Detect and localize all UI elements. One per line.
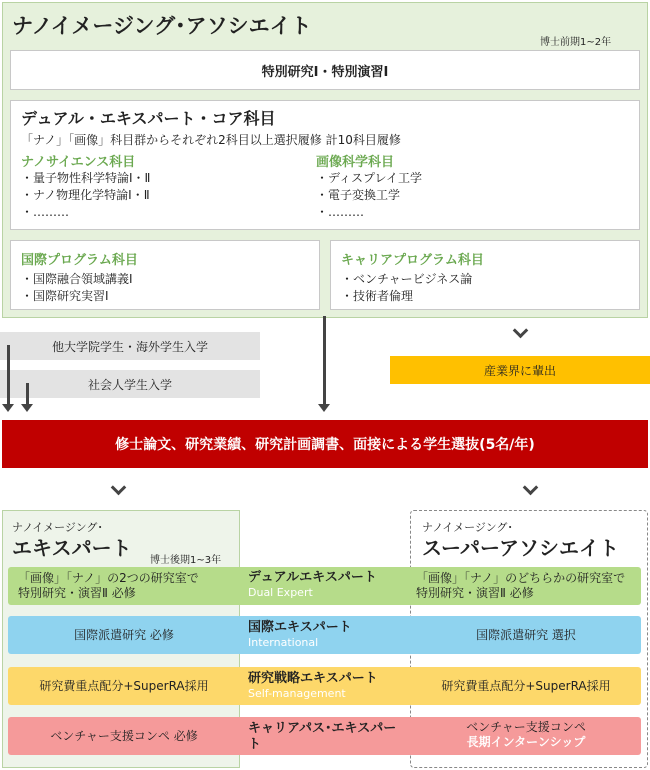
row-left-text: ベンチャー支援コンペ 必修: [50, 728, 198, 743]
career-heading: キャリアプログラム科目: [341, 253, 484, 268]
nano-item: ・量子物性科学特論Ⅰ・Ⅱ: [21, 171, 151, 185]
row-mid-title: キャリアパス･エキスパート: [248, 721, 397, 752]
nano-heading: ナノサイエンス科目: [21, 155, 136, 170]
row-mid-title: デュアルエキスパート: [248, 570, 377, 585]
row-left-text: 国際派遣研究 必修: [74, 627, 174, 642]
super-title: スーパーアソシエイト: [422, 536, 619, 560]
career-item: ・ベンチャービジネス論: [341, 272, 473, 286]
image-heading: 画像科学科目: [316, 155, 395, 170]
row-left-text: 「画像」「ナノ」の2つの研究室で 特別研究・演習Ⅱ 必修: [18, 571, 199, 600]
special-research-text: 特別研究Ⅰ・特別演習Ⅰ: [261, 64, 389, 80]
row-mid-title: 研究戦略エキスパート: [248, 671, 378, 686]
row-right-text: ベンチャー支援コンペ: [466, 720, 586, 734]
working-entry: [0, 370, 260, 398]
expert-pre: ナノイメージング･: [12, 521, 103, 534]
super-pre: ナノイメージング･: [422, 521, 513, 534]
row-mid: [248, 620, 408, 650]
industry-text: 産業界に輩出: [483, 363, 556, 378]
arrow-line: [323, 316, 326, 405]
arrow-chevron: [513, 323, 529, 339]
arrow-head: [2, 404, 14, 412]
row-right-text: 「画像」「ナノ」のどちらかの研究室で 特別研究・演習Ⅱ 必修: [416, 571, 626, 600]
intl-program-box: [10, 240, 320, 310]
dual-core-title: デュアル・エキスパート・コア科目: [21, 109, 276, 128]
dual-core-subtitle: 「ナノ」「画像」科目群からそれぞれ2科目以上選択履修 計10科目履修: [21, 133, 401, 147]
arrow-line: [7, 345, 10, 405]
nano-item: ・………: [21, 205, 70, 219]
image-item: ・………: [316, 205, 365, 219]
row-right-bold: 長期インターンシップ: [466, 735, 586, 749]
intl-item: ・国際研究実習Ⅰ: [21, 289, 109, 303]
row-mid: [248, 721, 408, 767]
row-mid: [248, 570, 408, 600]
arrow-chevron: [523, 480, 539, 496]
other-univ-entry-text: 他大学院学生・海外学生入学: [51, 339, 208, 354]
row-mid-title: 国際エキスパート: [248, 620, 352, 635]
arrow-head: [318, 404, 330, 412]
row-mid-en: Self-management: [248, 687, 346, 700]
row-mid-en: Dual Expert: [248, 586, 313, 599]
row-right-block: [412, 720, 640, 750]
other-univ-entry: [0, 332, 260, 360]
row-left-text: 研究費重点配分+SuperRA採用: [39, 678, 209, 693]
arrow-line: [26, 383, 29, 405]
expert-term: 博士後期1~3年: [150, 555, 222, 566]
intl-item: ・国際融合領域講義Ⅰ: [21, 272, 133, 286]
expert-title: エキスパート: [12, 536, 132, 560]
row-right-text: 国際派遣研究 選択: [476, 627, 576, 642]
arrow-head: [21, 404, 33, 412]
image-item: ・電子変換工学: [316, 188, 401, 202]
associate-term: 博士前期1~2年: [540, 37, 612, 48]
dual-core-box: [10, 100, 640, 230]
selection-bar: [2, 420, 648, 468]
selection-text: 修士論文、研究業績、研究計画調書、面接による学生選抜(5名/年): [115, 437, 535, 453]
career-program-box: [330, 240, 640, 310]
career-item: ・技術者倫理: [341, 289, 414, 303]
row-mid-en: Career-path: [248, 753, 314, 766]
nano-item: ・ナノ物理化学特論Ⅰ・Ⅱ: [21, 188, 150, 202]
special-research-box: [10, 50, 640, 90]
arrow-chevron: [111, 480, 127, 496]
intl-heading: 国際プログラム科目: [21, 253, 138, 268]
associate-title: ナノイメージング･アソシエイト: [12, 14, 312, 38]
industry-box: [390, 356, 650, 384]
row-right-text: 研究費重点配分+SuperRA採用: [441, 678, 611, 693]
image-item: ・ディスプレイ工学: [316, 171, 422, 185]
row-mid: [248, 671, 408, 701]
working-entry-text: 社会人学生入学: [87, 377, 172, 392]
row-mid-en: International: [248, 636, 319, 649]
